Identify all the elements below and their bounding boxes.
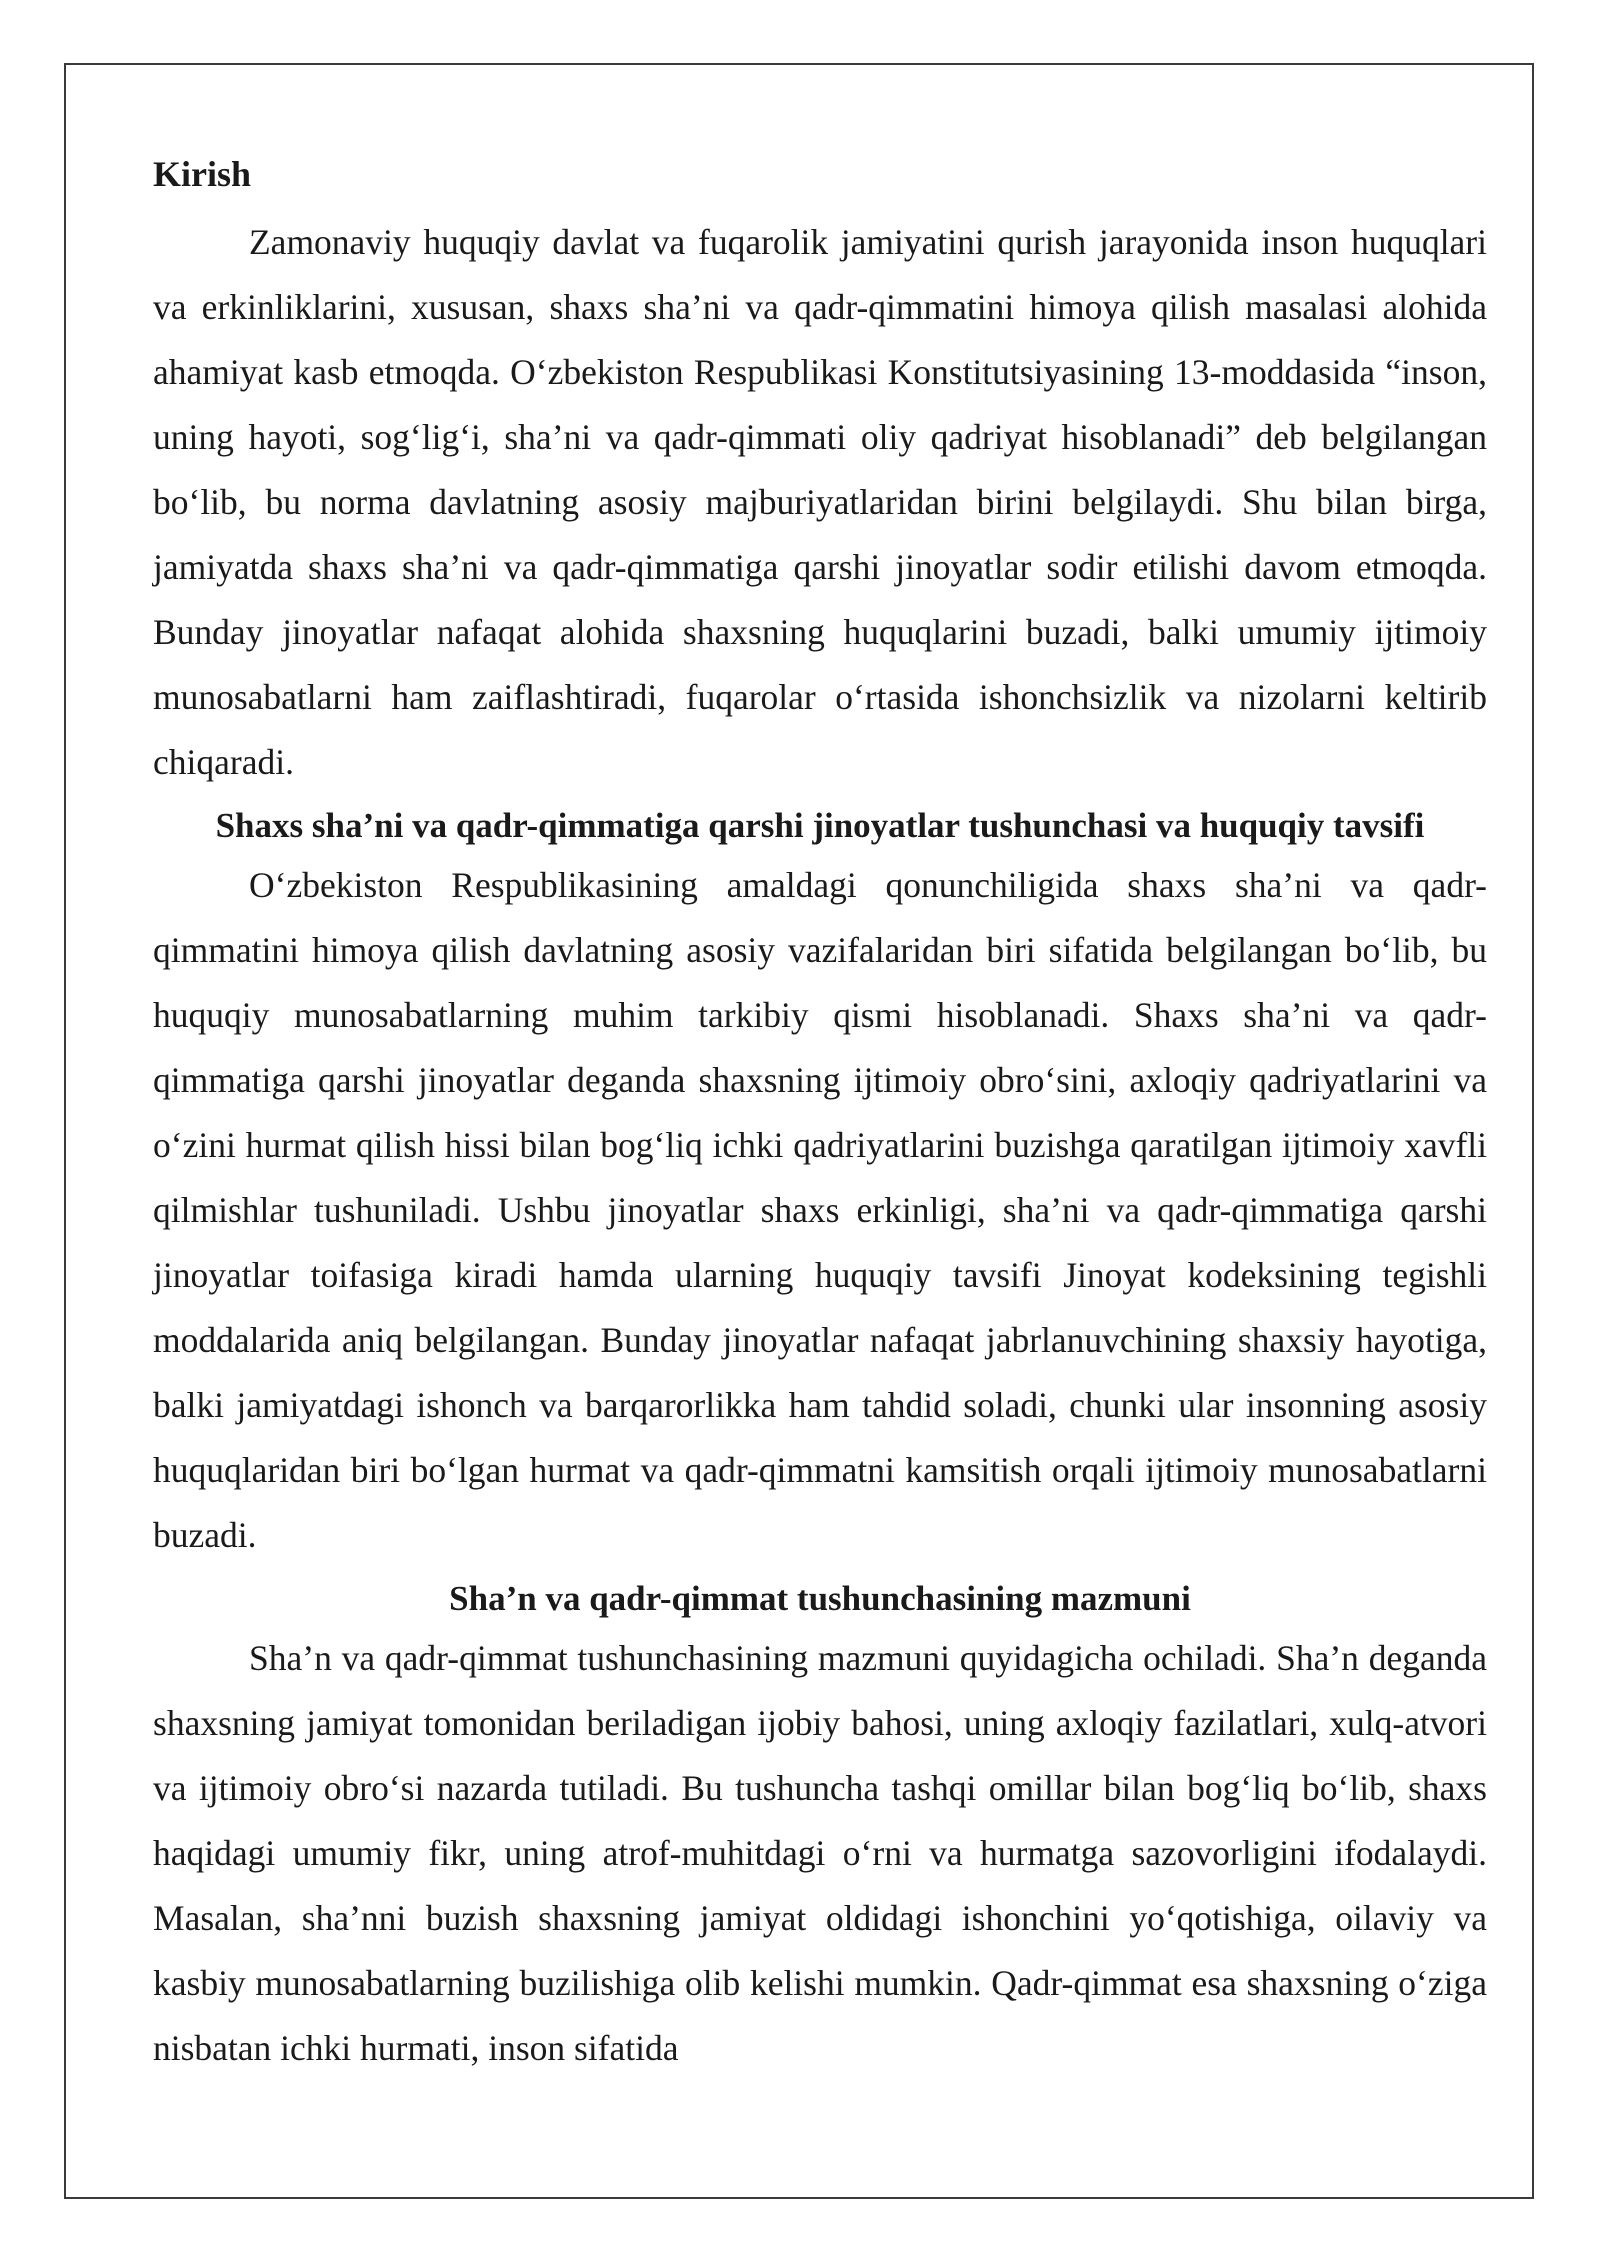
section2-paragraph: Sha’n va qadr-qimmat tushunchasining mazmuni quyidagicha ochiladi. Sha’n deganda shaxsning jamiyat tomonidan beriladigan ijobiy bahosi, uning axloqiy fazilatlari, xulq-atvori va ijtimoiy obro‘si nazarda tutiladi. Bu tushuncha tashqi omillar bilan bog‘liq bo‘lib, shaxs haqidagi umumiy fikr, uning atrof-muhitdagi o‘rni va hurmatga sazovorligini ifodalaydi. Masalan, sha’nni buzish shaxsning jamiyat oldidagi ishonchini yo‘qotishiga, oilaviy va kasbiy munosabatlarning buzilishiga olib kelishi mumkin. Qadr-qimmat esa shaxsning o‘ziga nisbatan ichki hurmati, inson sifatida [153, 1638, 1487, 2068]
intro-heading: Kirish [153, 154, 252, 194]
document-body [153, 148, 1487, 2081]
section1-heading: Shaxs sha’ni va qadr-qimmatiga qarshi jinoyatlar tushunchasi va huquqiy tavsifi [215, 806, 1425, 845]
section1-paragraph: O‘zbekiston Respublikasining amaldagi qonunchiligida shaxs sha’ni va qadr-qimmatini himoya qilish davlatning asosiy vazifalaridan biri sifatida belgilangan bo‘lib, bu huquqiy munosabatlarning muhim tarkibiy qismi hisoblanadi. Shaxs sha’ni va qadr-qimmatiga qarshi jinoyatlar deganda shaxsning ijtimoiy obro‘sini, axloqiy qadriyatlarini va o‘zini hurmat qilish hissi bilan bog‘liq ichki qadriyatlarini buzishga qaratilgan ijtimoiy xavfli qilmishlar tushuniladi. Ushbu jinoyatlar shaxs erkinligi, sha’ni va qadr-qimmatiga qarshi jinoyatlar toifasiga kiradi hamda ularning huquqiy tavsifi Jinoyat kodeksining tegishli moddalarida aniq belgilangan. Bunday jinoyatlar nafaqat jabrlanuvchining shaxsiy hayotiga, balki jamiyatdagi ishonch va barqarorlikka ham tahdid soladi, chunki ular insonning asosiy huquqlaridan biri bo‘lgan hurmat va qadr-qimmatni kamsitish orqali ijtimoiy munosabatlarni buzadi. [153, 865, 1487, 1555]
intro-paragraph: Zamonaviy huquqiy davlat va fuqarolik jamiyatini qurish jarayonida inson huquqlari va erkinliklarini, xususan, shaxs sha’ni va qadr-qimmatini himoya qilish masalasi alohida ahamiyat kasb etmoqda. O‘zbekiston Respublikasi Konstitutsiyasining 13-moddasida “inson, uning hayoti, sog‘lig‘i, sha’ni va qadr-qimmati oliy qadriyat hisoblanadi” deb belgilangan bo‘lib, bu norma davlatning asosiy majburiyatlaridan birini belgilaydi. Shu bilan birga, jamiyatda shaxs sha’ni va qadr-qimmatiga qarshi jinoyatlar sodir etilishi davom etmoqda. Bunday jinoyatlar nafaqat alohida shaxsning huquqlarini buzadi, balki umumiy ijtimoiy munosabatlarni ham zaiflashtiradi, fuqarolar o‘rtasida ishonchsizlik va nizolarni keltirib chiqaradi. [153, 222, 1487, 782]
section2-heading: Sha’n va qadr-qimmat tushunchasining mazmuni [449, 1579, 1191, 1618]
